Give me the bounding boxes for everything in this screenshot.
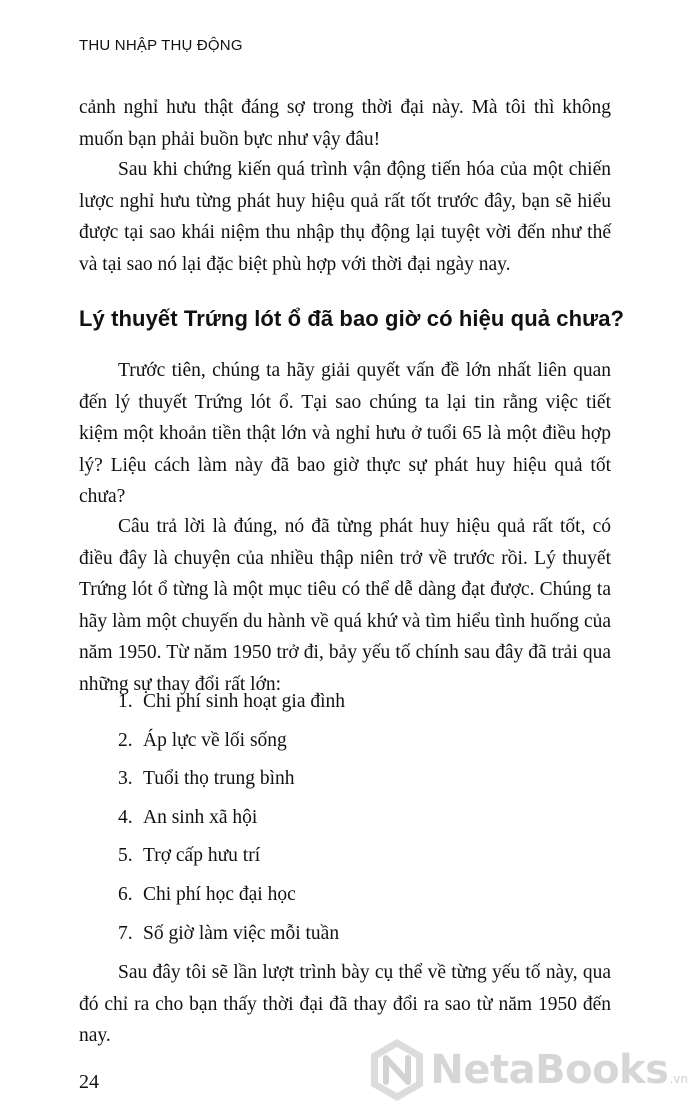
netabooks-logo-icon — [368, 1037, 426, 1103]
paragraph-nest-egg-question: Trước tiên, chúng ta hãy giải quyết vấn đề lớn nhất liên quan đến lý thuyết Trứng lót ổ. Tại sao chúng ta lại tin rằng việc tiết kiệm một khoản tiền thật lớn và nghỉ hưu ở tuổi 65 là một điều hợp lý? Liệu cách làm này đã bao giờ thực sự phát huy hiệu quả tốt chưa? — [79, 360, 611, 507]
list-item-text: An sinh xã hội — [143, 806, 258, 828]
paragraph-strategy-evolution: Sau khi chứng kiến quá trình vận động tiến hóa của một chiến lược nghỉ hưu từng phát huy hiệu quả rất tốt trước đây, bạn sẽ hiểu được tại sao khái niệm thu nhập thụ động lại tuyệt vời đến như thế và tại sao nó lại đặc biệt phù hợp với thời đại ngày nay. — [79, 159, 611, 275]
list-item — [79, 837, 611, 876]
list-item-number: 1. — [118, 691, 133, 712]
paragraph-continuation: cảnh nghỉ hưu thật đáng sợ trong thời đại này. Mà tôi thì không muốn bạn phải buồn bực như vậy đâu! — [79, 97, 611, 150]
list-item — [79, 722, 611, 761]
factor-list — [79, 683, 611, 953]
list-item-number: 6. — [118, 883, 133, 905]
list-item-number: 3. — [118, 768, 133, 790]
paragraph-conclusion: Sau đây tôi sẽ lần lượt trình bày cụ thể về từng yếu tố này, qua đó chỉ ra cho bạn thấy thời đại đã thay đổi ra sao từ năm 1950 đến nay. — [79, 962, 611, 1046]
list-item — [79, 876, 611, 915]
list-item — [79, 799, 611, 838]
list-item-number: 4. — [118, 806, 133, 828]
running-header: THU NHẬP THỤ ĐỘNG — [79, 37, 243, 54]
watermark-brand: NetaBooks — [430, 1047, 669, 1093]
list-item — [79, 915, 611, 954]
watermark-suffix: .vn — [669, 1072, 688, 1086]
list-item-text: Tuổi thọ trung bình — [143, 768, 295, 790]
list-item-number: 5. — [118, 845, 133, 867]
list-item — [79, 760, 611, 799]
paragraph-answer: Câu trả lời là đúng, nó đã từng phát huy hiệu quả rất tốt, có điều đây là chuyện của nhiều thập niên trở về trước rồi. Lý thuyết Trứng lót ổ từng là một mục tiêu có thể dễ dàng đạt được. Chúng ta hãy làm một chuyến du hành về quá khứ và tìm hiểu tình huống của năm 1950. Từ năm 1950 trở đi, bảy yếu tố chính sau đây đã trải qua những sự thay đổi rất lớn: — [79, 516, 611, 695]
list-item-number: 2. — [118, 729, 133, 751]
list-item-text: Áp lực về lối sống — [143, 729, 287, 751]
page-number: 24 — [79, 1071, 99, 1093]
section-heading: Lý thuyết Trứng lót ổ đã bao giờ có hiệu quả chưa? — [79, 306, 625, 331]
list-item-text: Chi phí học đại học — [143, 883, 296, 905]
watermark — [368, 1032, 688, 1108]
list-item-text: Số giờ làm việc mỗi tuần — [143, 922, 340, 944]
list-item-text: Trợ cấp hưu trí — [143, 845, 261, 867]
list-item-text: Chi phí sinh hoạt gia đình — [143, 691, 346, 712]
list-item — [79, 683, 611, 722]
list-item-number: 7. — [118, 922, 133, 944]
